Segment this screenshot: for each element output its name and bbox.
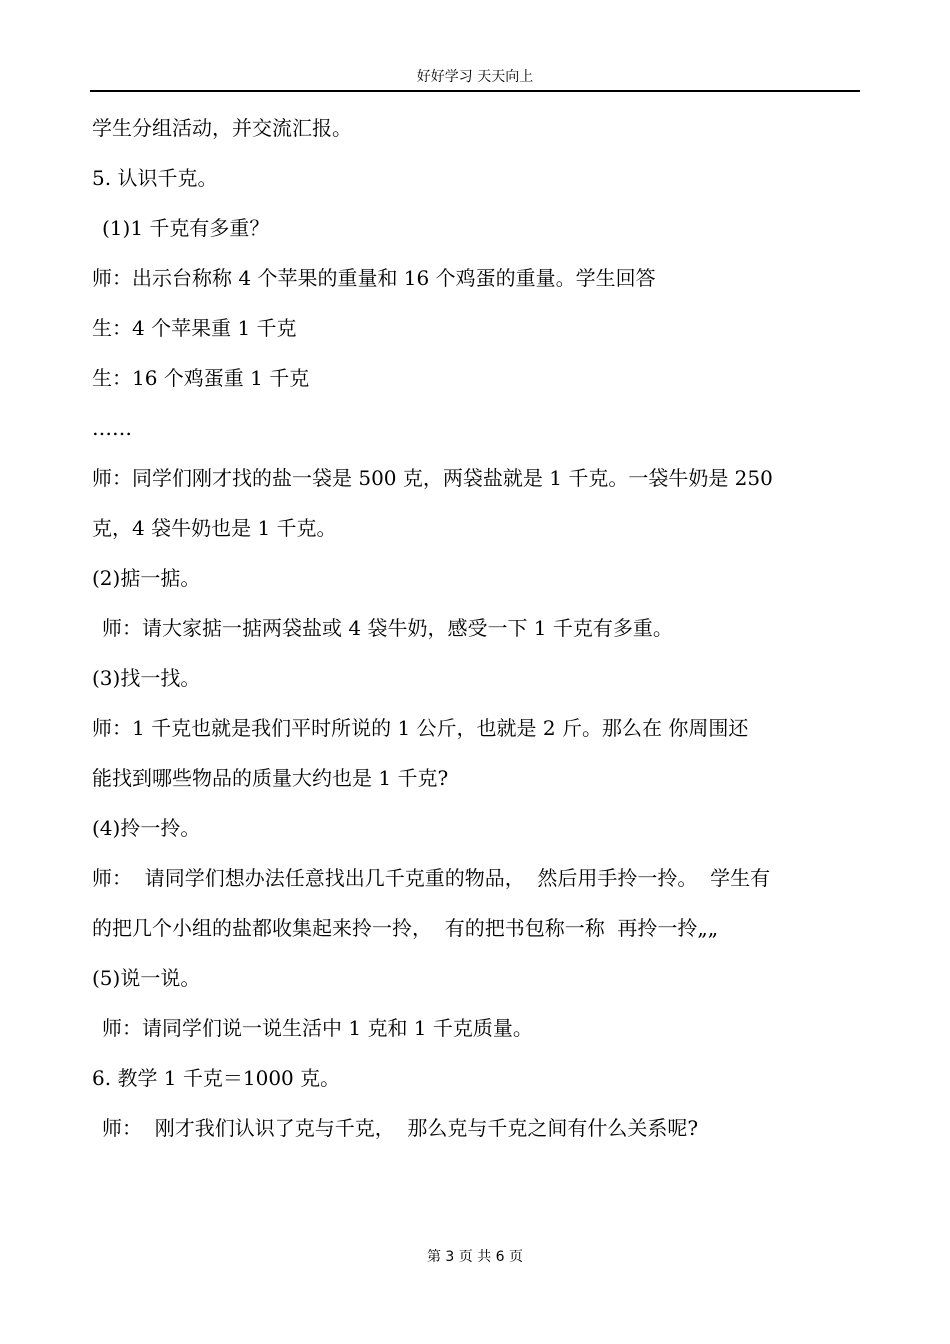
text-line: 师： 刚才我们认识了克与千克， 那么克与千克之间有什么关系呢? [102,1116,699,1140]
section-heading: 5. 认识千克。 [92,166,218,190]
text-line: 师：请同学们说一说生活中 1 克和 1 千克质量。 [102,1016,533,1040]
text-line: 克，4 袋牛奶也是 1 千克。 [92,516,337,540]
text-line: 学生分组活动，并交流汇报。 [92,116,352,140]
page-footer: 第 3 页 共 6 页 [426,1249,524,1265]
subsection-heading: (3)找一找。 [92,666,201,690]
document-body [92,103,862,1153]
subsection-heading: (1)1 千克有多重？ [102,216,270,240]
ellipsis-line: …… [92,416,132,440]
text-line: 师： 请同学们想办法任意找出几千克重的物品， 然后用手拎一拎。 学生有 [92,866,771,890]
section-heading: 6. 教学 1 千克＝1000 克。 [92,1066,341,1090]
text-line: 能找到哪些物品的质量大约也是 1 千克? [92,766,449,790]
text-line: 师：请大家掂一掂两袋盐或 4 袋牛奶，感受一下 1 千克有多重。 [102,616,673,640]
text-line: 生：16 个鸡蛋重 1 千克 [92,366,310,390]
text-line: 的把几个小组的盐都收集起来拎一拎， 有的把书包称一称 再拎一拎„„ [92,916,719,940]
subsection-heading: (5)说一说。 [92,966,201,990]
page-header: 好好学习 天天向上 [90,66,860,92]
subsection-heading: (2)掂一掂。 [92,566,201,590]
text-line: 师：出示台称称 4 个苹果的重量和 16 个鸡蛋的重量。学生回答 [92,266,656,290]
text-line: 师：1 千克也就是我们平时所说的 1 公斤，也就是 2 斤。那么在 你周围还 [92,716,749,740]
subsection-heading: (4)拎一拎。 [92,816,201,840]
text-line: 师：同学们刚才找的盐一袋是 500 克，两袋盐就是 1 千克。一袋牛奶是 250 [92,466,773,490]
text-line: 生：4 个苹果重 1 千克 [92,316,297,340]
